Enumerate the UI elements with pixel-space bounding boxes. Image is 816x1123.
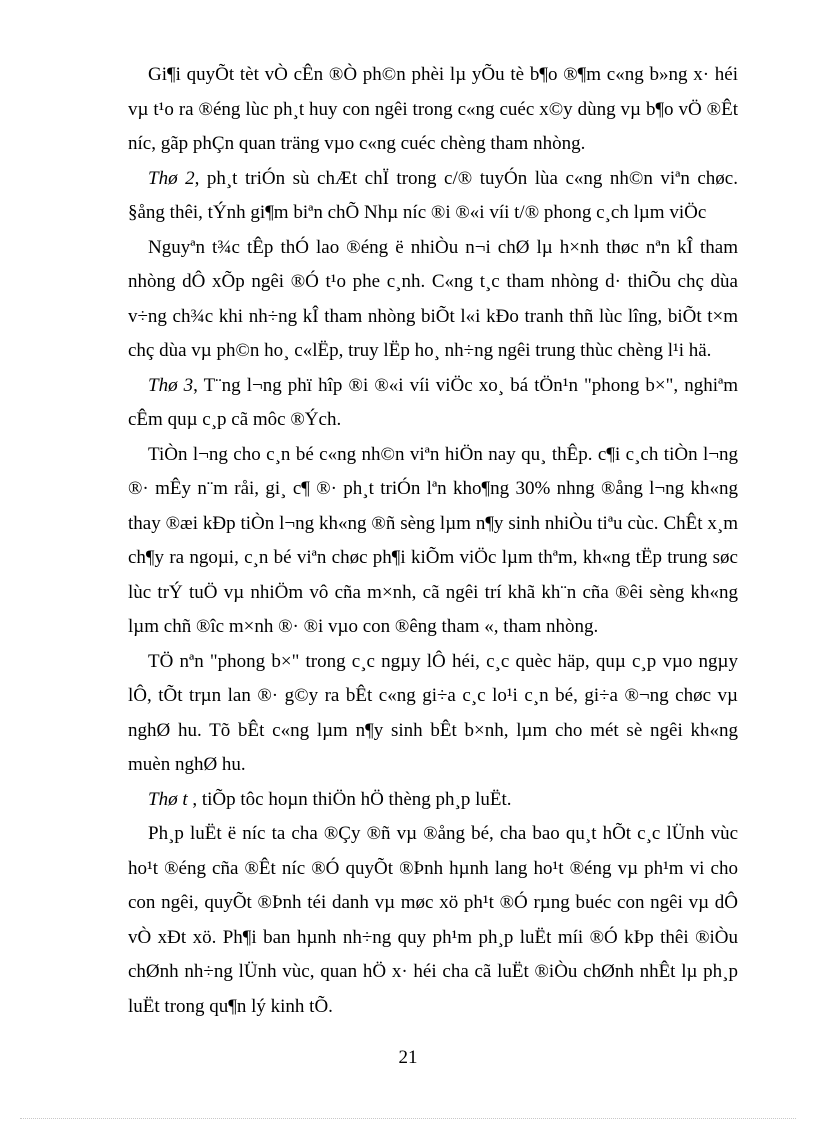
paragraph-5 — [128, 438, 738, 645]
footer-divider — [20, 1118, 796, 1119]
paragraph-2-text: , ph¸t triÓn sù chÆt chÏ trong c/® tuyÓn lùa c«ng nh©n viªn chøc. §ång thêi, tÝnh gi¶m biªn chÕ Nhµ níc ®i ®«i víi t/® phong c¸ch lµm viÖc — [128, 167, 738, 223]
paragraph-4-ordinal: Thø 3 — [148, 374, 194, 396]
paragraph-4 — [128, 369, 738, 438]
paragraph-3 — [128, 231, 738, 369]
paragraph-2-ordinal: Thø 2 — [148, 167, 195, 189]
paragraph-4-text: , T¨ng l¬ng phï hîp ®i ®«i víi viÖc xo¸ bá tÖn¹n "phong b×", nghiªm cÊm quµ c¸p cã môc ®Ých. — [128, 374, 738, 430]
paragraph-2 — [128, 162, 738, 231]
paragraph-5-text: TiÒn l¬ng cho c¸n bé c«ng nh©n viªn hiÖn nay qu¸ thÊp. c¶i c¸ch tiÒn l¬ng ®· mÊy n¨m råi, gi¸ c¶ ®· ph¸t triÓn lªn kho¶ng 30% nhng ®ång l¬ng kh«ng thay ®æi kÐp tiÒn l¬ng kh«ng ®ñ sèng lµm n¶y sinh nhiÒu tiªu cùc. ChÊt x¸m ch¶y ra ngoµi, c¸n bé viªn chøc ph¶i kiÕm viÖc lµm thªm, kh«ng tËp trung søc lùc trÝ tuÖ vµ nhiÖm vô cña m×nh, cã ngêi trí khã kh¨n cña ®êi sèng kh«ng lµm chñ ®îc m×nh ®· ®i vµo con ®êng tham «, tham nhòng. — [128, 443, 738, 637]
paragraph-1 — [128, 58, 738, 162]
page-number: 21 — [398, 1047, 418, 1068]
paragraph-8 — [128, 817, 738, 1024]
document-body — [128, 58, 738, 1024]
paragraph-1-text: Gi¶i quyÕt tèt vÒ cÊn ®Ò ph©n phèi lµ yÕu tè b¶o ®¶m c«ng b»ng x· héi vµ t¹o ra ®éng lùc ph¸t huy con ngêi trong c«ng cuéc x©y dùng vµ b¶o vÖ ®Êt níc, gãp phÇn quan träng vµo c«ng cuéc chèng tham nhòng. — [128, 64, 738, 154]
paragraph-6 — [128, 645, 738, 783]
paragraph-7 — [128, 783, 738, 818]
paragraph-7-text: , tiÕp tôc hoµn thiÖn hÖ thèng ph¸p luËt. — [187, 788, 512, 810]
paragraph-3-text: Nguyªn t¾c tÊp thÓ lao ®éng ë nhiÒu n¬i chØ lµ h×nh thøc nªn kÎ tham nhòng dÔ xÕp ngêi ®Ó t¹o phe c¸nh. C«ng t¸c tham nhòng d· thiÕu chç dùa v÷ng ch¾c khi nh÷ng kÎ tham nhòng biÕt l«i kÐo tranh thñ lùc lîng, biÕt t×m chç dùa vµ ph©n ho¸ c«lËp, truy lËp ho¸ nh÷ng ngêi trung thùc chèng l¹i hä. — [128, 236, 738, 361]
paragraph-7-ordinal: Thø t — [148, 788, 188, 810]
paragraph-8-text: Ph¸p luËt ë níc ta cha ®Çy ®ñ vµ ®ång bé, cha bao qu¸t hÕt c¸c lÜnh vùc ho¹t ®éng cña ®Êt níc ®Ó quyÕt ®Þnh hµnh lang ho¹t ®éng vµ ph¹m vi cho con ngêi, quyÕt ®Þnh téi danh vµ møc xö ph¹t ®Ó rµng buéc con ngêi vµ dÔ vÒ xÐt xö. Ph¶i ban hµnh nh÷ng quy ph¹m ph¸p luËt míi ®Ó kÞp thêi ®iÒu chØnh nh÷ng lÜnh vùc, quan hÖ x· héi cha cã luËt ®iÒu chØnh nhÊt lµ ph¸p luËt trong qu¶n lý kinh tÕ. — [128, 823, 738, 1017]
paragraph-6-text: TÖ nªn "phong b×" trong c¸c ngµy lÔ héi, c¸c quèc häp, quµ c¸p vµo ngµy lÔ, tÕt trµn lan ®· g©y ra bÊt c«ng gi÷a c¸c lo¹i c¸n bé, gi÷a ®¬ng chøc vµ nghØ hu. Tõ bÊt c«ng lµm n¶y sinh bÊt b×nh, lµm cho mét sè ngêi kh«ng muèn nghØ hu. — [128, 650, 738, 775]
